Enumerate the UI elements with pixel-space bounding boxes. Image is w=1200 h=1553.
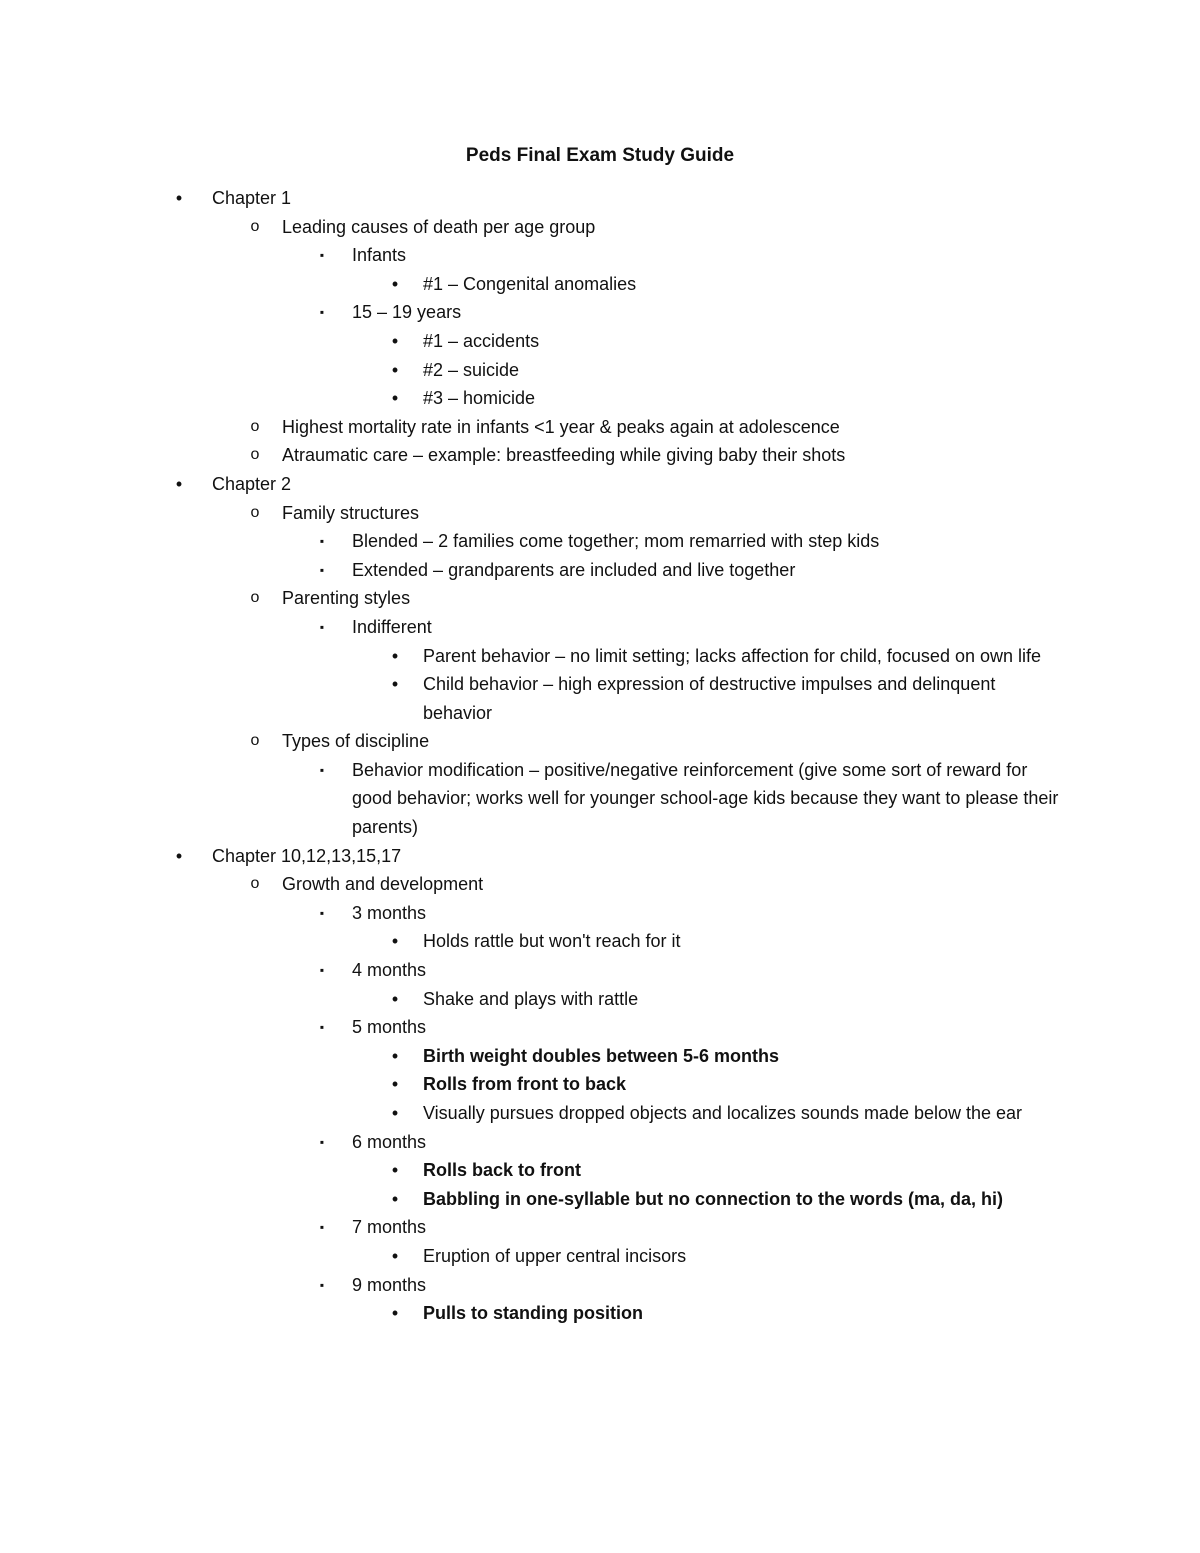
outline-item-text: Atraumatic care – example: breastfeeding while giving baby their shots xyxy=(282,445,846,466)
outline-item-text: Child behavior – high expression of destructive impulses and delinquent behavior xyxy=(423,674,996,723)
outline-item-level-3 xyxy=(0,1128,1200,1157)
bullet-icon: • xyxy=(391,1045,399,1066)
outline-item-level-4 xyxy=(0,356,1200,385)
outline-item-text: Eruption of upper central incisors xyxy=(423,1245,687,1266)
outline-item-text: 5 months xyxy=(352,1017,427,1038)
outline-item-level-3 xyxy=(0,527,1200,556)
bullet-icon: ▪ xyxy=(319,963,325,978)
outline-item-level-4 xyxy=(0,1156,1200,1185)
outline-item-text: Chapter 10,12,13,15,17 xyxy=(212,845,402,866)
bullet-icon: ▪ xyxy=(319,619,325,634)
bullet-icon: • xyxy=(175,473,183,494)
outline-item-text: Rolls from front to back xyxy=(423,1074,627,1095)
outline-item-level-4 xyxy=(0,1099,1200,1128)
outline-item-level-2 xyxy=(0,870,1200,899)
outline-item-level-3 xyxy=(0,956,1200,985)
outline-item-text: #2 – suicide xyxy=(423,359,520,380)
outline-item-level-4 xyxy=(0,927,1200,956)
outline-item-text: #1 – accidents xyxy=(423,330,540,351)
outline-item-text: Types of discipline xyxy=(282,731,430,752)
outline-item-level-4 xyxy=(0,1242,1200,1271)
outline-item-text: Chapter 2 xyxy=(212,473,292,494)
outline-item-level-4 xyxy=(0,985,1200,1014)
outline-item-level-3 xyxy=(0,1213,1200,1242)
outline-item-level-4 xyxy=(0,384,1200,413)
outline-item-text: Growth and development xyxy=(282,874,484,895)
bullet-icon: ▪ xyxy=(319,905,325,920)
outline-item-level-3 xyxy=(0,899,1200,928)
outline-item-text: #3 – homicide xyxy=(423,388,536,409)
outline-item-text: Infants xyxy=(352,245,407,266)
outline-item-level-4 xyxy=(0,1185,1200,1214)
outline-item-text: Indifferent xyxy=(352,616,432,637)
outline-item-level-3 xyxy=(0,756,1200,842)
outline-item-text: Parenting styles xyxy=(282,588,411,609)
bullet-icon: • xyxy=(175,188,183,208)
outline-item-text: Parent behavior – no limit setting; lacks affection for child, focused on own life xyxy=(423,645,1042,666)
outline-item-text: 7 months xyxy=(352,1217,427,1238)
outline-item-level-4 xyxy=(0,642,1200,671)
outline-item-level-3 xyxy=(0,1013,1200,1042)
bullet-icon: • xyxy=(391,1245,399,1266)
bullet-icon: • xyxy=(391,359,399,380)
outline-item-text: 4 months xyxy=(352,960,427,981)
outline-item-text: Highest mortality rate in infants <1 year & peaks again at adolescence xyxy=(282,416,840,437)
bullet-icon: o xyxy=(250,446,260,464)
outline-item-level-1 xyxy=(0,184,1200,213)
outline-item-level-2 xyxy=(0,413,1200,442)
outline-item-text: Pulls to standing position xyxy=(423,1303,643,1324)
bullet-icon: • xyxy=(391,674,399,695)
outline-item-level-2 xyxy=(0,584,1200,613)
bullet-icon: ▪ xyxy=(319,305,325,320)
bullet-icon: ▪ xyxy=(319,248,325,263)
outline-item-level-3 xyxy=(0,298,1200,327)
outline-item-text: 15 – 19 years xyxy=(352,302,462,323)
bullet-icon: ▪ xyxy=(319,1277,325,1292)
bullet-icon: ▪ xyxy=(319,1020,325,1035)
bullet-icon: ▪ xyxy=(319,762,325,777)
outline-item-level-4 xyxy=(0,1042,1200,1071)
outline-item-text: Family structures xyxy=(282,502,420,523)
bullet-icon: ▪ xyxy=(319,534,325,549)
bullet-icon: • xyxy=(175,845,183,866)
outline-item-text: Birth weight doubles between 5-6 months xyxy=(423,1045,780,1066)
outline-item-text: Chapter 1 xyxy=(212,188,292,208)
outline-item-text: #1 – Congenital anomalies xyxy=(423,273,637,294)
bullet-icon: • xyxy=(391,1074,399,1095)
bullet-icon: o xyxy=(250,875,260,893)
bullet-icon: • xyxy=(391,1103,399,1123)
bullet-icon: • xyxy=(391,330,399,351)
outline-item-text: Babbling in one-syllable but no connection to the words (ma, da, hi) xyxy=(423,1188,1004,1209)
outline-item-level-1 xyxy=(0,842,1200,871)
bullet-icon: • xyxy=(391,988,399,1009)
outline-item-text: Visually pursues dropped objects and localizes sounds made below the ear xyxy=(423,1103,1023,1123)
outline-item-level-4 xyxy=(0,1070,1200,1099)
outline-item-level-4 xyxy=(0,327,1200,356)
outline-item-text: Blended – 2 families come together; mom remarried with step kids xyxy=(352,531,880,552)
outline-list xyxy=(0,184,1200,1328)
bullet-icon: • xyxy=(391,645,399,666)
bullet-icon: o xyxy=(250,503,260,521)
bullet-icon: • xyxy=(391,1160,399,1181)
outline-item-text: Rolls back to front xyxy=(423,1160,582,1181)
outline-item-level-3 xyxy=(0,556,1200,585)
outline-item-level-3 xyxy=(0,241,1200,270)
bullet-icon: • xyxy=(391,388,399,409)
bullet-icon: o xyxy=(250,589,260,607)
bullet-icon: o xyxy=(250,217,260,235)
bullet-icon: ▪ xyxy=(319,562,325,577)
outline-item-level-2 xyxy=(0,499,1200,528)
outline-item-text: Shake and plays with rattle xyxy=(423,988,639,1009)
outline-item-level-4 xyxy=(0,670,1200,727)
outline-item-level-2 xyxy=(0,727,1200,756)
outline-item-level-3 xyxy=(0,613,1200,642)
outline-item-level-1 xyxy=(0,470,1200,499)
bullet-icon: ▪ xyxy=(319,1134,325,1149)
bullet-icon: • xyxy=(391,273,399,294)
bullet-icon: • xyxy=(391,1188,399,1209)
bullet-icon: • xyxy=(391,931,399,952)
bullet-icon: o xyxy=(250,732,260,750)
outline-item-level-2 xyxy=(0,441,1200,470)
bullet-icon: • xyxy=(391,1303,399,1324)
outline-item-level-2 xyxy=(0,213,1200,242)
outline-item-text: Extended – grandparents are included and live together xyxy=(352,559,796,580)
document-title: Peds Final Exam Study Guide xyxy=(465,145,735,166)
outline-item-level-3 xyxy=(0,1271,1200,1300)
outline-item-text: Holds rattle but won't reach for it xyxy=(423,931,681,952)
outline-item-level-4 xyxy=(0,1299,1200,1328)
outline-item-text: 9 months xyxy=(352,1274,427,1295)
outline-item-text: 6 months xyxy=(352,1131,427,1152)
outline-item-level-4 xyxy=(0,270,1200,299)
bullet-icon: ▪ xyxy=(319,1220,325,1235)
outline-item-text: Leading causes of death per age group xyxy=(282,216,596,237)
bullet-icon: o xyxy=(250,417,260,435)
outline-item-text: Behavior modification – positive/negative reinforcement (give some sort of reward for good behavior; works well for younger school-age kids because they want to please their parents) xyxy=(352,759,1059,838)
outline-item-text: 3 months xyxy=(352,902,427,923)
